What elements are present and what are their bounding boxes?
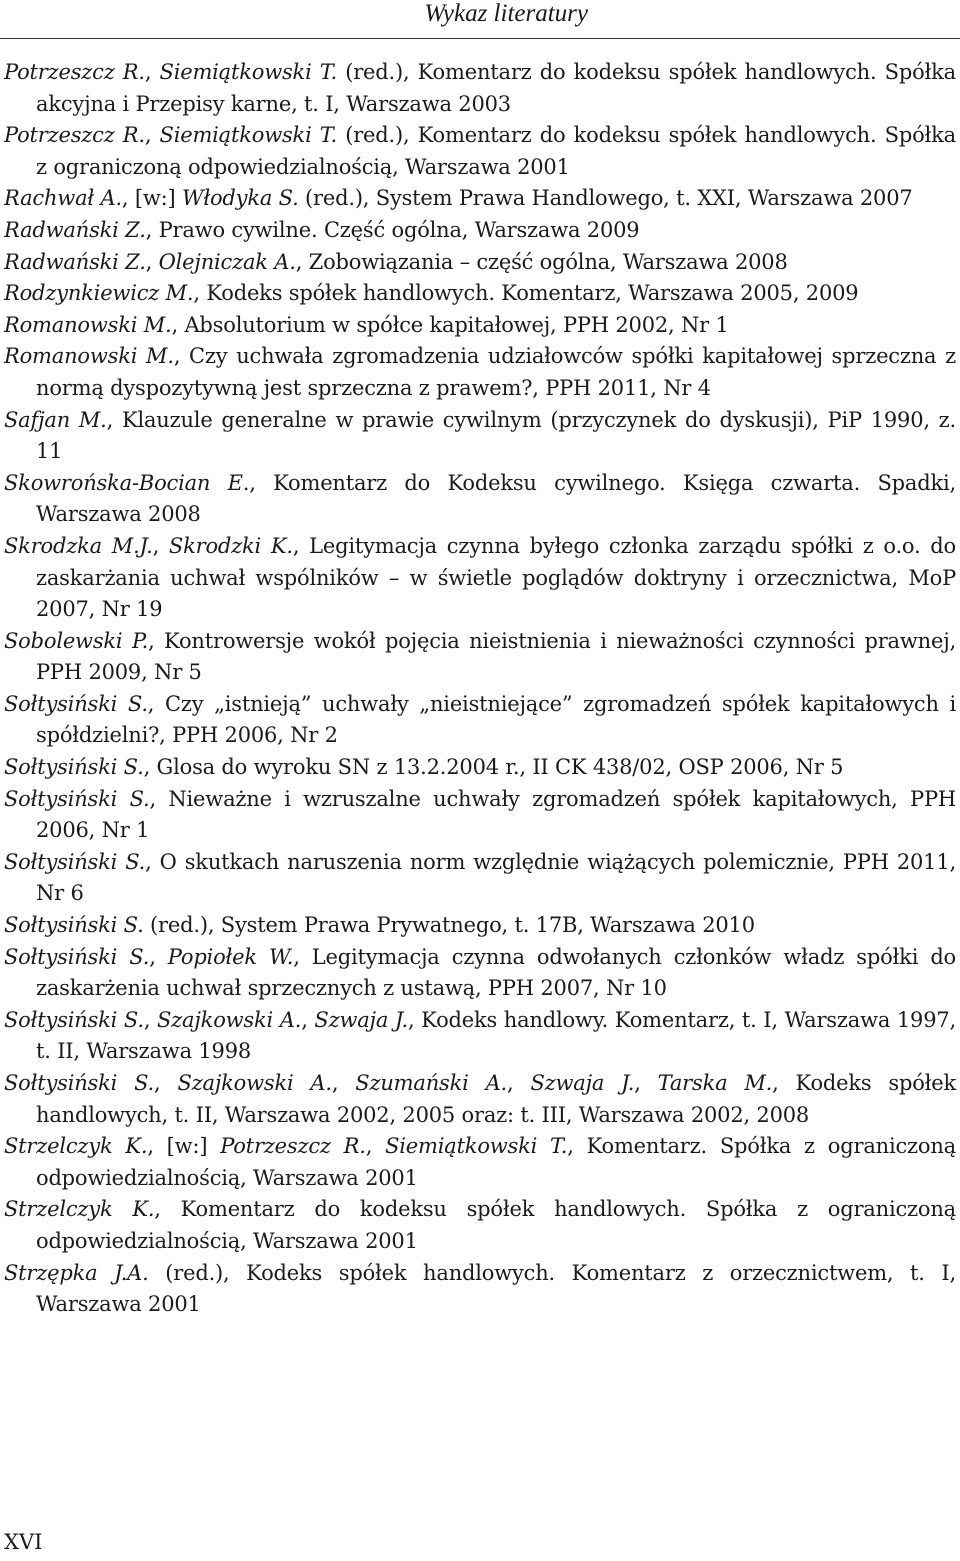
running-head-title: Wykaz literatury [424,0,588,27]
citation-text: (red.), Komentarz do kodeksu spółek handlowych. Spółka z ograniczoną odpowiedzialnością, Warszawa 2001 [36,123,956,179]
citation-text: , Komentarz do kodeksu spółek handlowych. Spółka z ograniczoną odpowiedzialnością, Warszawa 2001 [36,1197,956,1253]
bibliography-entry [4,1258,956,1321]
citation-text: , Klauzule generalne w prawie cywilnym (przyczynek do dyskusji), PiP 1990, z. 11 [36,407,956,464]
citation-text: , Kodeks spółek handlowych. Komentarz, Warszawa 2005, 2009 [193,281,859,306]
author-name: Romanowski M. [4,344,174,369]
citation-text: , [144,60,160,84]
citation-text: , Nieważne i wzruszalne uchwały zgromadzeń spółek kapitałowych, PPH 2006, Nr 1 [36,786,956,843]
author-name: Rodzynkiewicz M. [4,281,194,306]
citation-text: , [507,1071,531,1095]
citation-text: , Czy „istnieją” uchwały „nieistniejące” zgromadzeń spółek kapitałowych i spółdzielni?, PPH 2006, Nr 2 [36,691,956,748]
bibliography-entry [4,468,956,531]
author-name: Romanowski M. [4,312,172,337]
citation-text: , Komentarz do Kodeksu cywilnego. Księga czwarta. Spadki, Warszawa 2008 [36,470,956,527]
author-name: Sołtysiński S. [4,786,150,811]
author-name: Potrzeszcz R. [4,123,145,148]
citation-text: , [145,249,159,274]
citation-text: , [154,1071,178,1095]
citation-text: , Kontrowersje wokół pojęcia nieistnienia i nieważności czynności prawnej, PPH 2009, Nr 5 [36,628,956,685]
citation-text: , Czy uchwała zgromadzenia udziałowców spółki kapitałowej sprzeczna z normą dyspozytywną jest sprzeczna z prawem?, PPH 2011, Nr 4 [36,344,956,400]
citation-text: , Legitymacja czynna odwołanych członków władz spółki do zaskarżenia uchwał sprzecznych z ustawą, PPH 2007, Nr 10 [36,944,957,1001]
citation-text: , [144,123,160,148]
bibliography-entry [4,1005,956,1068]
author-name: Szajkowski A. [177,1071,332,1095]
citation-text: , Kodeks handlowy. Komentarz, t. I, Warszawa 1997, t. II, Warszawa 1998 [36,1007,956,1064]
page-number: XVI [4,1530,43,1554]
running-header [0,0,960,39]
author-name: Radwański Z. [4,217,146,242]
citation-text: (red.), System Prawa Handlowego, t. XXI, Warszawa 2007 [298,186,913,211]
author-name: Sołtysiński S. [4,913,144,938]
author-name: Sołtysiński S. [4,755,144,780]
author-name: Strzępka J.A. [4,1260,149,1285]
author-name: Olejniczak A. [158,249,296,274]
author-name: Skrodzki K. [168,533,293,558]
bibliography-entry [4,531,956,626]
citation-text: , [365,1134,386,1159]
author-name: Tarska M. [657,1071,773,1095]
author-name: Skowrońska-Bocian E. [4,470,250,495]
citation-text: (red.), System Prawa Prywatnego, t. 17B, Warszawa 2010 [143,913,755,938]
bibliography-entry [4,183,956,215]
bibliography-entry [4,784,956,847]
citation-text: , Prawo cywilne. Część ogólna, Warszawa 2009 [145,217,640,242]
citation-text: (red.), Kodeks spółek handlowych. Komentarz z orzecznictwem, t. I, Warszawa 2001 [36,1260,956,1317]
bibliography-entry [4,1131,956,1194]
author-name: Sołtysiński S. [4,691,148,716]
citation-text: , Komentarz. Spółka z ograniczoną odpowiedzialnością, Warszawa 2001 [36,1134,956,1190]
bibliography-entry [4,1194,956,1257]
author-name: Siemiątkowski T. [159,123,337,148]
bibliography-entry [4,626,956,689]
author-name: Sołtysiński S. [4,849,146,874]
author-name: Potrzeszcz R. [4,60,145,84]
author-name: Szwaja J. [530,1071,635,1095]
author-name: Włodyka S. [181,186,299,211]
author-name: Sołtysiński S. [4,1007,144,1032]
citation-text: , Zobowiązania – część ogólna, Warszawa 2008 [295,249,788,274]
author-name: Radwański Z. [4,249,146,274]
citation-text: , Kodeks spółek handlowych, t. II, Warszawa 2002, 2005 oraz: t. III, Warszawa 2002, 2008 [36,1071,957,1127]
bibliography-entry [4,752,956,784]
citation-text: , [152,533,169,558]
author-name: Sołtysiński S. [4,1071,155,1095]
bibliography-entry [4,341,956,404]
bibliography-entry [4,310,956,342]
author-name: Sobolewski P. [4,628,149,653]
citation-text: , Legitymacja czynna byłego członka zarządu spółki z o.o. do zaskarżania uchwał wspólników – w świetle poglądów doktryny i orzecznictwa, MoP 2007, Nr 19 [36,533,956,622]
citation-text: , Absolutorium w spółce kapitałowej, PPH 2002, Nr 1 [171,312,729,337]
citation-text: , [w:] [147,1134,221,1159]
citation-text: , [149,944,168,969]
citation-text: , [301,1007,315,1032]
citation-text: , [331,1071,356,1095]
citation-text: , Glosa do wyroku SN z 13.2.2004 r., II CK 438/02, OSP 2006, Nr 5 [143,755,844,780]
citation-text: , [143,1007,157,1032]
bibliography-entry [4,689,956,752]
citation-text: , O skutkach naruszenia norm względnie wiążących polemicznie, PPH 2011, Nr 6 [36,849,956,906]
bibliography-entry [4,847,956,910]
author-name: Strzelczyk K. [4,1197,155,1222]
bibliography-list [4,57,956,1321]
bibliography-entry [4,247,956,279]
bibliography-entry [4,405,956,468]
bibliography-entry [4,1068,956,1131]
author-name: Szumański A. [355,1071,508,1095]
bibliography-entry [4,215,956,247]
author-name: Siemiątkowski T. [385,1134,568,1159]
bibliography-entry [4,120,956,183]
bibliography-entry [4,278,956,310]
author-name: Skrodzka M.J. [4,533,153,558]
author-name: Popiołek W. [167,944,294,969]
author-name: Strzelczyk K. [4,1134,148,1159]
bibliography-entry [4,910,956,942]
citation-text: (red.), Komentarz do kodeksu spółek handlowych. Spółka akcyjna i Przepisy karne, t. I, Warszawa 2003 [36,60,956,116]
author-name: Safjan M. [4,407,107,432]
author-name: Siemiątkowski T. [159,60,337,84]
author-name: Szwaja J. [314,1007,408,1032]
author-name: Rachwał A. [4,186,122,211]
citation-text: , [634,1071,658,1095]
author-name: Szajkowski A. [157,1007,302,1032]
author-name: Sołtysiński S. [4,944,150,969]
bibliography-entry [4,57,956,120]
bibliography-entry [4,942,956,1005]
citation-text: , [w:] [121,186,182,211]
author-name: Potrzeszcz R. [220,1134,366,1159]
